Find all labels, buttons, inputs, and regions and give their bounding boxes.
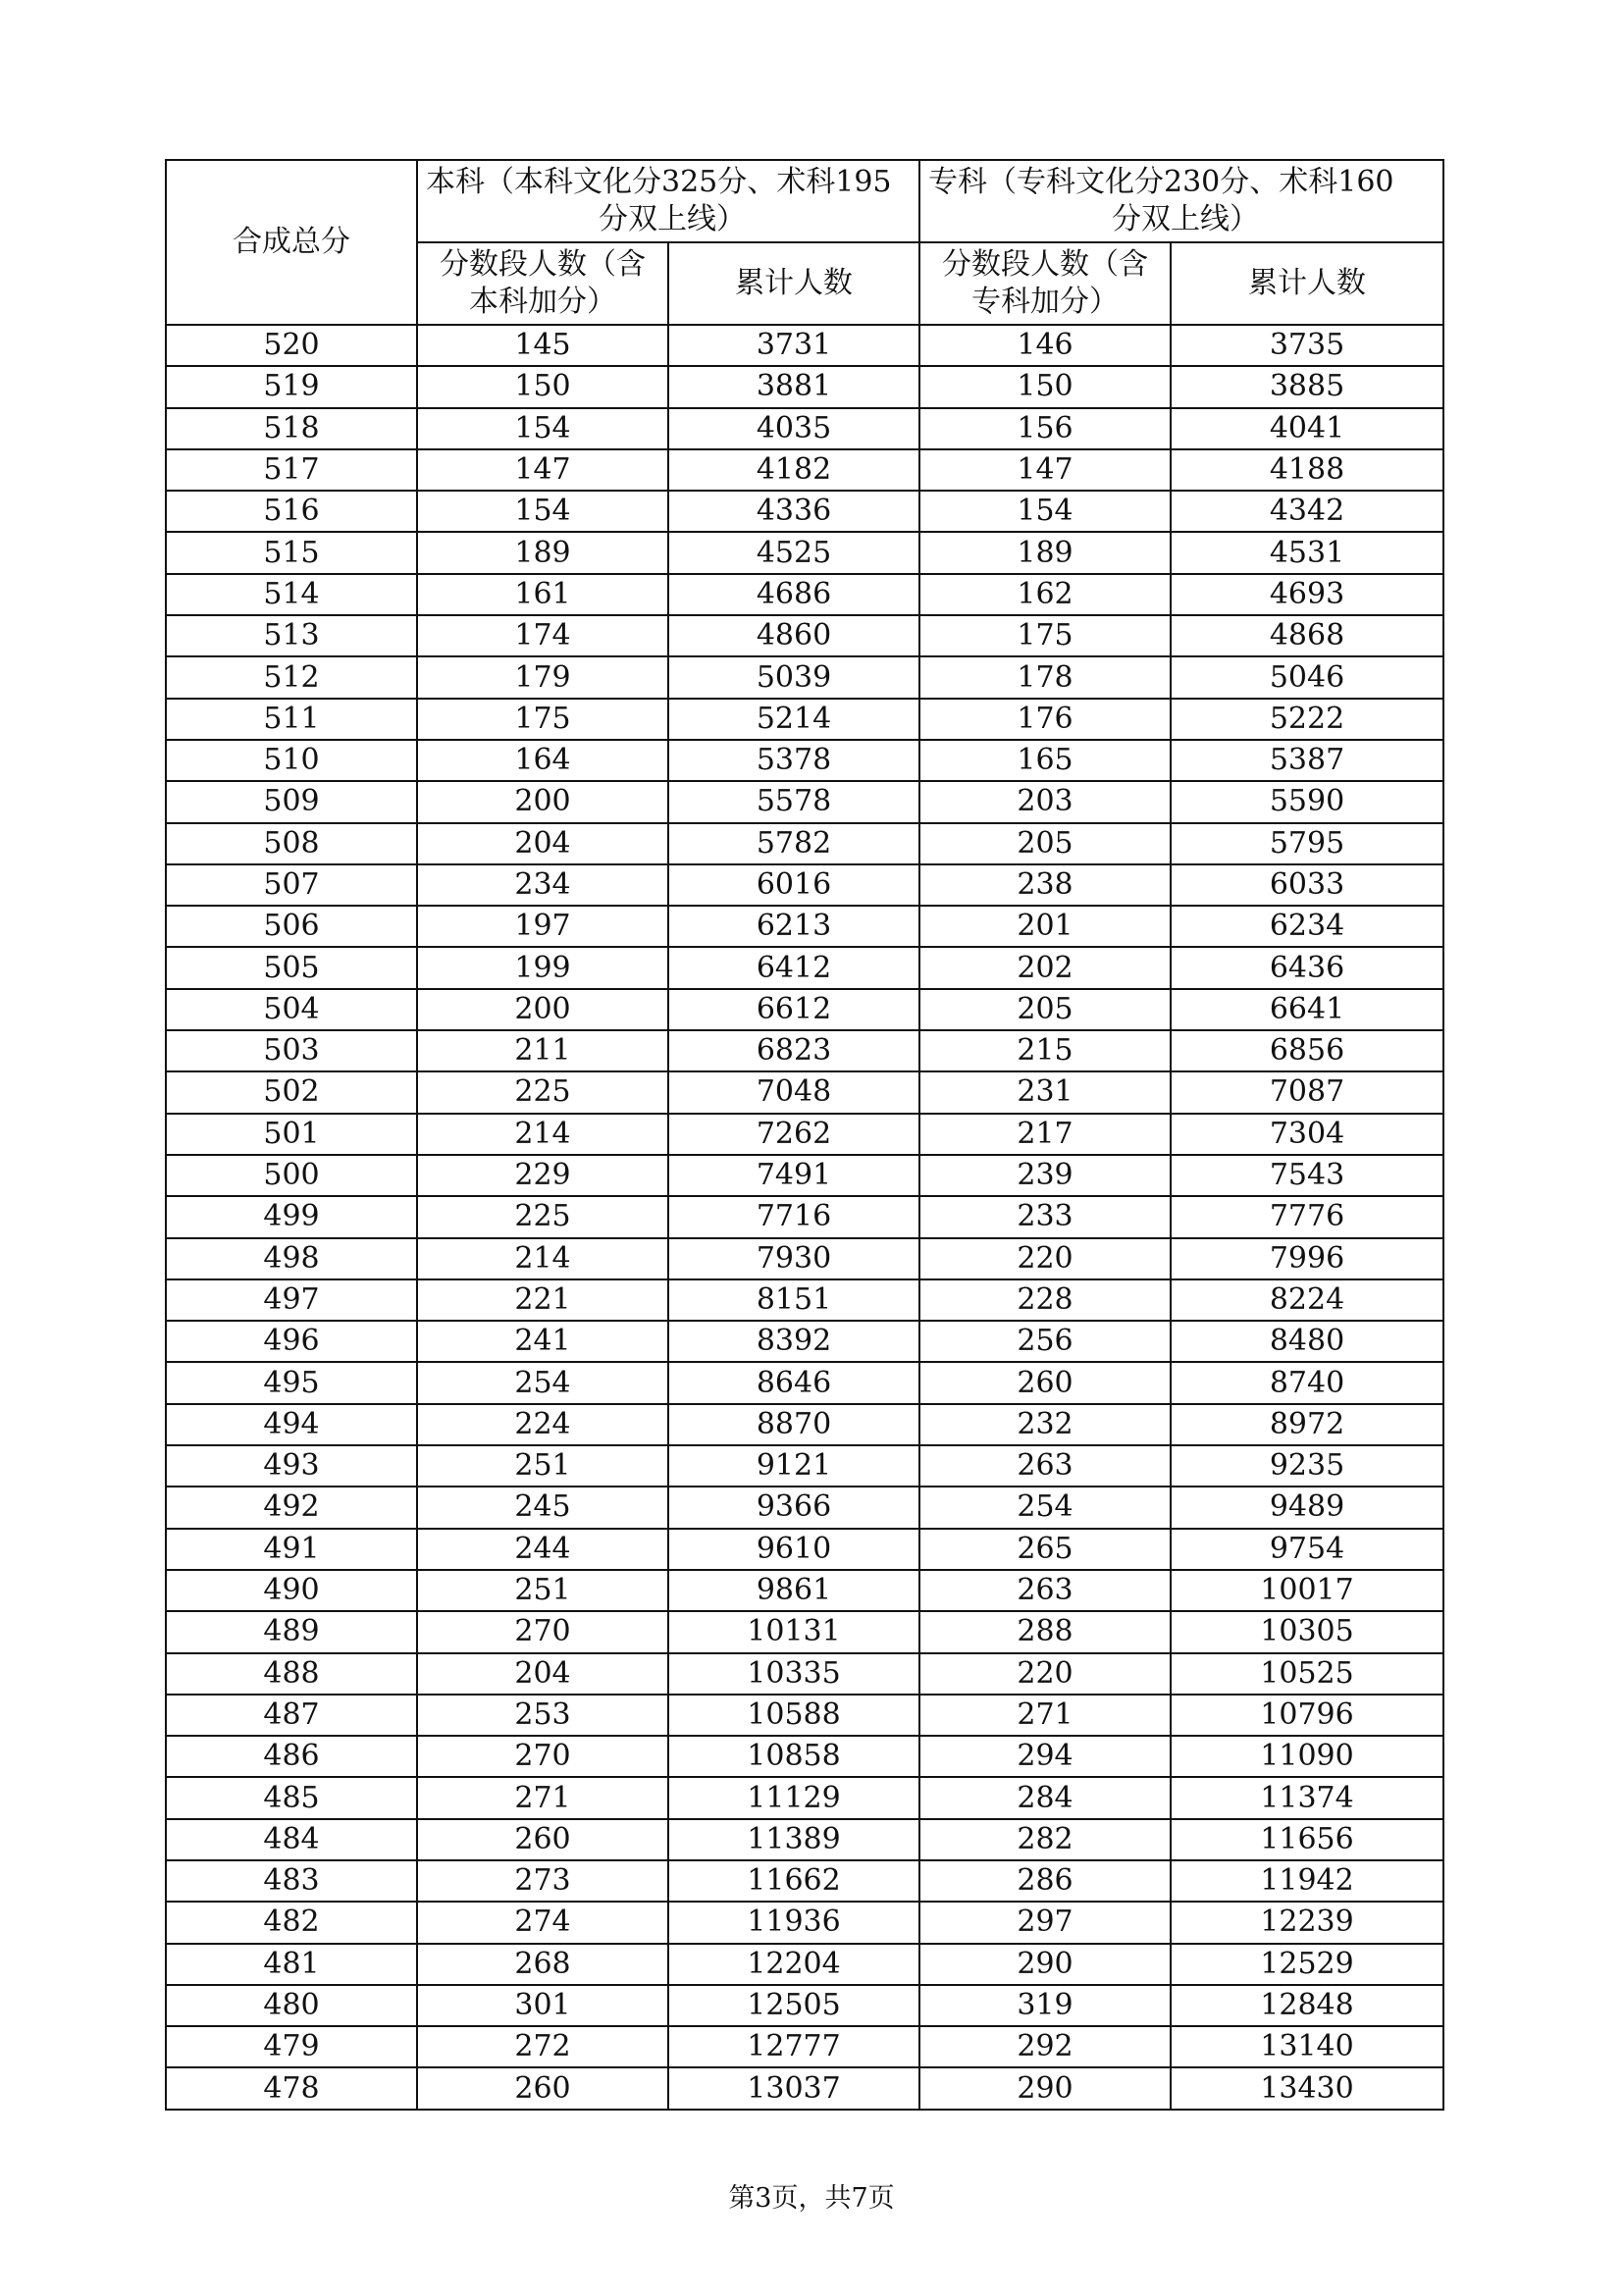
benke-cumulative-cell: 7930 [668, 1238, 919, 1279]
zhuanke-segment-cell: 265 [919, 1529, 1171, 1570]
header-zhuanke-segment-line2: 专科加分） [971, 285, 1119, 319]
benke-cumulative-cell: 6823 [668, 1030, 919, 1071]
benke-segment-cell: 254 [417, 1362, 668, 1403]
header-total-score: 合成总分 [166, 160, 417, 325]
total-score-cell: 508 [166, 823, 417, 864]
table-row [166, 1777, 1443, 1818]
benke-segment-cell: 224 [417, 1404, 668, 1445]
benke-segment-cell: 147 [417, 449, 668, 491]
benke-segment-cell: 274 [417, 1902, 668, 1943]
zhuanke-cumulative-cell: 5590 [1171, 781, 1443, 822]
table-row [166, 366, 1443, 407]
zhuanke-segment-cell: 175 [919, 615, 1171, 656]
zhuanke-cumulative-cell: 13140 [1171, 2026, 1443, 2067]
benke-cumulative-cell: 5578 [668, 781, 919, 822]
zhuanke-cumulative-cell: 3885 [1171, 366, 1443, 407]
zhuanke-cumulative-cell: 12239 [1171, 1902, 1443, 1943]
zhuanke-cumulative-cell: 5387 [1171, 740, 1443, 781]
total-score-cell: 487 [166, 1695, 417, 1736]
benke-segment-cell: 175 [417, 699, 668, 740]
zhuanke-cumulative-cell: 4041 [1171, 408, 1443, 449]
zhuanke-segment-cell: 156 [919, 408, 1171, 449]
table-row [166, 1362, 1443, 1403]
benke-segment-cell: 211 [417, 1030, 668, 1071]
benke-cumulative-cell: 12505 [668, 1985, 919, 2026]
benke-cumulative-cell: 11936 [668, 1902, 919, 1943]
zhuanke-cumulative-cell: 11090 [1171, 1736, 1443, 1777]
zhuanke-segment-cell: 263 [919, 1570, 1171, 1611]
table-row [166, 740, 1443, 781]
zhuanke-segment-cell: 220 [919, 1238, 1171, 1279]
table-row [166, 1902, 1443, 1943]
benke-segment-cell: 189 [417, 532, 668, 573]
table-row [166, 2067, 1443, 2109]
table-row [166, 656, 1443, 698]
table-row [166, 989, 1443, 1030]
table-row [166, 906, 1443, 947]
zhuanke-segment-cell: 178 [919, 656, 1171, 698]
zhuanke-cumulative-cell: 9754 [1171, 1529, 1443, 1570]
total-score-cell: 483 [166, 1860, 417, 1902]
zhuanke-cumulative-cell: 5046 [1171, 656, 1443, 698]
table-row [166, 408, 1443, 449]
zhuanke-cumulative-cell: 10525 [1171, 1653, 1443, 1695]
benke-cumulative-cell: 13037 [668, 2067, 919, 2109]
zhuanke-segment-cell: 232 [919, 1404, 1171, 1445]
zhuanke-cumulative-cell: 10305 [1171, 1611, 1443, 1652]
zhuanke-segment-cell: 147 [919, 449, 1171, 491]
header-zhuanke-segment-line1: 分数段人数（含 [942, 247, 1148, 282]
zhuanke-segment-cell: 239 [919, 1155, 1171, 1196]
table-row [166, 1030, 1443, 1071]
zhuanke-segment-cell: 254 [919, 1487, 1171, 1528]
table-row [166, 1611, 1443, 1652]
total-score-cell: 520 [166, 325, 417, 366]
benke-segment-cell: 245 [417, 1487, 668, 1528]
table-row [166, 615, 1443, 656]
zhuanke-segment-cell: 233 [919, 1196, 1171, 1237]
total-score-cell: 499 [166, 1196, 417, 1237]
total-score-cell: 515 [166, 532, 417, 573]
total-score-cell: 513 [166, 615, 417, 656]
benke-segment-cell: 161 [417, 574, 668, 615]
header-benke-segment [417, 242, 668, 325]
zhuanke-cumulative-cell: 9489 [1171, 1487, 1443, 1528]
zhuanke-cumulative-cell: 6234 [1171, 906, 1443, 947]
table-row [166, 1653, 1443, 1695]
benke-cumulative-cell: 10858 [668, 1736, 919, 1777]
zhuanke-segment-cell: 263 [919, 1445, 1171, 1487]
benke-cumulative-cell: 7716 [668, 1196, 919, 1237]
total-score-cell: 509 [166, 781, 417, 822]
total-score-cell: 486 [166, 1736, 417, 1777]
table-row [166, 1860, 1443, 1902]
zhuanke-cumulative-cell: 11656 [1171, 1819, 1443, 1860]
table-row [166, 532, 1443, 573]
total-score-cell: 485 [166, 1777, 417, 1818]
total-score-cell: 497 [166, 1279, 417, 1321]
benke-segment-cell: 234 [417, 864, 668, 906]
benke-segment-cell: 260 [417, 1819, 668, 1860]
zhuanke-cumulative-cell: 3735 [1171, 325, 1443, 366]
zhuanke-segment-cell: 292 [919, 2026, 1171, 2067]
benke-cumulative-cell: 5378 [668, 740, 919, 781]
zhuanke-segment-cell: 203 [919, 781, 1171, 822]
table-row [166, 1487, 1443, 1528]
benke-segment-cell: 241 [417, 1321, 668, 1362]
benke-segment-cell: 244 [417, 1529, 668, 1570]
zhuanke-cumulative-cell: 6033 [1171, 864, 1443, 906]
table-row [166, 1570, 1443, 1611]
benke-segment-cell: 214 [417, 1238, 668, 1279]
zhuanke-cumulative-cell: 11374 [1171, 1777, 1443, 1818]
benke-segment-cell: 174 [417, 615, 668, 656]
header-benke-segment-line2: 本科加分） [469, 285, 616, 319]
benke-cumulative-cell: 9121 [668, 1445, 919, 1487]
total-score-cell: 492 [166, 1487, 417, 1528]
zhuanke-cumulative-cell: 10796 [1171, 1695, 1443, 1736]
benke-cumulative-cell: 11129 [668, 1777, 919, 1818]
table-row [166, 2026, 1443, 2067]
table-row [166, 1944, 1443, 1985]
zhuanke-cumulative-cell: 6856 [1171, 1030, 1443, 1071]
total-score-cell: 511 [166, 699, 417, 740]
benke-segment-cell: 301 [417, 1985, 668, 2026]
benke-cumulative-cell: 7491 [668, 1155, 919, 1196]
table-row [166, 1279, 1443, 1321]
table-row [166, 864, 1443, 906]
benke-cumulative-cell: 6213 [668, 906, 919, 947]
benke-cumulative-cell: 7048 [668, 1071, 919, 1113]
zhuanke-segment-cell: 202 [919, 947, 1171, 988]
benke-cumulative-cell: 10335 [668, 1653, 919, 1695]
zhuanke-cumulative-cell: 4188 [1171, 449, 1443, 491]
benke-cumulative-cell: 8646 [668, 1362, 919, 1403]
table-row [166, 1985, 1443, 2026]
zhuanke-segment-cell: 162 [919, 574, 1171, 615]
benke-segment-cell: 204 [417, 1653, 668, 1695]
table-row [166, 823, 1443, 864]
zhuanke-cumulative-cell: 9235 [1171, 1445, 1443, 1487]
benke-cumulative-cell: 3881 [668, 366, 919, 407]
table-row [166, 1695, 1443, 1736]
total-score-cell: 481 [166, 1944, 417, 1985]
benke-cumulative-cell: 9861 [668, 1570, 919, 1611]
benke-cumulative-cell: 8151 [668, 1279, 919, 1321]
benke-segment-cell: 268 [417, 1944, 668, 1985]
zhuanke-cumulative-cell: 6436 [1171, 947, 1443, 988]
header-zhuanke [919, 160, 1443, 242]
benke-cumulative-cell: 5039 [668, 656, 919, 698]
total-score-cell: 502 [166, 1071, 417, 1113]
total-score-cell: 503 [166, 1030, 417, 1071]
table-row [166, 1196, 1443, 1237]
total-score-cell: 505 [166, 947, 417, 988]
zhuanke-cumulative-cell: 4342 [1171, 491, 1443, 532]
table-row [166, 1238, 1443, 1279]
benke-cumulative-cell: 8392 [668, 1321, 919, 1362]
zhuanke-segment-cell: 294 [919, 1736, 1171, 1777]
total-score-cell: 488 [166, 1653, 417, 1695]
score-distribution-table [165, 159, 1444, 2111]
zhuanke-segment-cell: 290 [919, 1944, 1171, 1985]
benke-segment-cell: 229 [417, 1155, 668, 1196]
header-benke-line1: 本科（本科文化分325分、术科195 [426, 165, 892, 199]
benke-segment-cell: 214 [417, 1114, 668, 1155]
header-benke-cumulative: 累计人数 [668, 242, 919, 325]
zhuanke-segment-cell: 284 [919, 1777, 1171, 1818]
zhuanke-segment-cell: 215 [919, 1030, 1171, 1071]
zhuanke-segment-cell: 146 [919, 325, 1171, 366]
total-score-cell: 480 [166, 1985, 417, 2026]
zhuanke-segment-cell: 297 [919, 1902, 1171, 1943]
benke-cumulative-cell: 6612 [668, 989, 919, 1030]
header-zhuanke-cumulative: 累计人数 [1171, 242, 1443, 325]
benke-segment-cell: 164 [417, 740, 668, 781]
zhuanke-segment-cell: 220 [919, 1653, 1171, 1695]
benke-segment-cell: 200 [417, 989, 668, 1030]
table-row [166, 1529, 1443, 1570]
benke-cumulative-cell: 4035 [668, 408, 919, 449]
total-score-cell: 478 [166, 2067, 417, 2109]
benke-cumulative-cell: 12204 [668, 1944, 919, 1985]
benke-segment-cell: 154 [417, 408, 668, 449]
total-score-cell: 489 [166, 1611, 417, 1652]
benke-cumulative-cell: 7262 [668, 1114, 919, 1155]
table-row [166, 325, 1443, 366]
zhuanke-cumulative-cell: 7776 [1171, 1196, 1443, 1237]
table-row [166, 947, 1443, 988]
zhuanke-cumulative-cell: 4531 [1171, 532, 1443, 573]
zhuanke-cumulative-cell: 8224 [1171, 1279, 1443, 1321]
benke-cumulative-cell: 6016 [668, 864, 919, 906]
zhuanke-cumulative-cell: 8972 [1171, 1404, 1443, 1445]
total-score-cell: 517 [166, 449, 417, 491]
benke-cumulative-cell: 4686 [668, 574, 919, 615]
zhuanke-segment-cell: 189 [919, 532, 1171, 573]
total-score-cell: 500 [166, 1155, 417, 1196]
table-row [166, 491, 1443, 532]
zhuanke-segment-cell: 260 [919, 1362, 1171, 1403]
header-zhuanke-segment [919, 242, 1171, 325]
benke-segment-cell: 199 [417, 947, 668, 988]
total-score-cell: 518 [166, 408, 417, 449]
benke-segment-cell: 200 [417, 781, 668, 822]
total-score-cell: 510 [166, 740, 417, 781]
zhuanke-cumulative-cell: 7543 [1171, 1155, 1443, 1196]
benke-segment-cell: 271 [417, 1777, 668, 1818]
zhuanke-segment-cell: 231 [919, 1071, 1171, 1113]
benke-segment-cell: 225 [417, 1071, 668, 1113]
zhuanke-segment-cell: 286 [919, 1860, 1171, 1902]
zhuanke-cumulative-cell: 5795 [1171, 823, 1443, 864]
total-score-cell: 496 [166, 1321, 417, 1362]
zhuanke-cumulative-cell: 5222 [1171, 699, 1443, 740]
zhuanke-segment-cell: 288 [919, 1611, 1171, 1652]
benke-segment-cell: 145 [417, 325, 668, 366]
benke-cumulative-cell: 4336 [668, 491, 919, 532]
zhuanke-cumulative-cell: 7304 [1171, 1114, 1443, 1155]
benke-segment-cell: 150 [417, 366, 668, 407]
table-row [166, 1736, 1443, 1777]
total-score-cell: 501 [166, 1114, 417, 1155]
zhuanke-cumulative-cell: 13430 [1171, 2067, 1443, 2109]
benke-segment-cell: 154 [417, 491, 668, 532]
zhuanke-segment-cell: 217 [919, 1114, 1171, 1155]
table-row [166, 781, 1443, 822]
table-row [166, 1404, 1443, 1445]
table-row [166, 1114, 1443, 1155]
zhuanke-segment-cell: 205 [919, 989, 1171, 1030]
zhuanke-cumulative-cell: 7996 [1171, 1238, 1443, 1279]
zhuanke-segment-cell: 238 [919, 864, 1171, 906]
zhuanke-segment-cell: 201 [919, 906, 1171, 947]
zhuanke-segment-cell: 154 [919, 491, 1171, 532]
zhuanke-cumulative-cell: 4693 [1171, 574, 1443, 615]
benke-cumulative-cell: 4182 [668, 449, 919, 491]
total-score-cell: 507 [166, 864, 417, 906]
zhuanke-cumulative-cell: 6641 [1171, 989, 1443, 1030]
benke-cumulative-cell: 10131 [668, 1611, 919, 1652]
benke-cumulative-cell: 10588 [668, 1695, 919, 1736]
zhuanke-segment-cell: 176 [919, 699, 1171, 740]
table-row [166, 699, 1443, 740]
total-score-cell: 512 [166, 656, 417, 698]
total-score-cell: 498 [166, 1238, 417, 1279]
zhuanke-segment-cell: 205 [919, 823, 1171, 864]
zhuanke-segment-cell: 150 [919, 366, 1171, 407]
header-zhuanke-line2: 分双上线） [1112, 202, 1259, 236]
zhuanke-cumulative-cell: 11942 [1171, 1860, 1443, 1902]
benke-segment-cell: 260 [417, 2067, 668, 2109]
benke-cumulative-cell: 6412 [668, 947, 919, 988]
table-row [166, 574, 1443, 615]
benke-segment-cell: 204 [417, 823, 668, 864]
zhuanke-segment-cell: 282 [919, 1819, 1171, 1860]
zhuanke-cumulative-cell: 8480 [1171, 1321, 1443, 1362]
zhuanke-cumulative-cell: 7087 [1171, 1071, 1443, 1113]
benke-cumulative-cell: 11662 [668, 1860, 919, 1902]
zhuanke-segment-cell: 319 [919, 1985, 1171, 2026]
total-score-cell: 479 [166, 2026, 417, 2067]
benke-cumulative-cell: 5214 [668, 699, 919, 740]
zhuanke-cumulative-cell: 12848 [1171, 1985, 1443, 2026]
total-score-cell: 504 [166, 989, 417, 1030]
zhuanke-cumulative-cell: 10017 [1171, 1570, 1443, 1611]
zhuanke-cumulative-cell: 12529 [1171, 1944, 1443, 1985]
total-score-cell: 516 [166, 491, 417, 532]
total-score-cell: 491 [166, 1529, 417, 1570]
benke-cumulative-cell: 4860 [668, 615, 919, 656]
benke-segment-cell: 270 [417, 1611, 668, 1652]
total-score-cell: 495 [166, 1362, 417, 1403]
benke-cumulative-cell: 3731 [668, 325, 919, 366]
total-score-cell: 482 [166, 1902, 417, 1943]
benke-segment-cell: 221 [417, 1279, 668, 1321]
total-score-cell: 514 [166, 574, 417, 615]
header-benke-segment-line1: 分数段人数（含 [440, 247, 646, 282]
benke-cumulative-cell: 11389 [668, 1819, 919, 1860]
benke-segment-cell: 197 [417, 906, 668, 947]
page-footer: 第3页，共7页 [728, 2183, 895, 2214]
benke-cumulative-cell: 9610 [668, 1529, 919, 1570]
benke-segment-cell: 179 [417, 656, 668, 698]
zhuanke-segment-cell: 271 [919, 1695, 1171, 1736]
total-score-cell: 494 [166, 1404, 417, 1445]
zhuanke-segment-cell: 256 [919, 1321, 1171, 1362]
benke-segment-cell: 225 [417, 1196, 668, 1237]
table-body [166, 325, 1443, 2110]
benke-segment-cell: 273 [417, 1860, 668, 1902]
header-benke [417, 160, 919, 242]
benke-segment-cell: 251 [417, 1570, 668, 1611]
total-score-cell: 519 [166, 366, 417, 407]
benke-cumulative-cell: 5782 [668, 823, 919, 864]
benke-segment-cell: 270 [417, 1736, 668, 1777]
benke-segment-cell: 272 [417, 2026, 668, 2067]
benke-cumulative-cell: 12777 [668, 2026, 919, 2067]
total-score-cell: 506 [166, 906, 417, 947]
zhuanke-segment-cell: 290 [919, 2067, 1171, 2109]
zhuanke-segment-cell: 165 [919, 740, 1171, 781]
table-header [166, 160, 1443, 325]
header-zhuanke-line1: 专科（专科文化分230分、术科160 [928, 165, 1394, 199]
benke-cumulative-cell: 8870 [668, 1404, 919, 1445]
benke-segment-cell: 253 [417, 1695, 668, 1736]
table-row [166, 1155, 1443, 1196]
total-score-cell: 493 [166, 1445, 417, 1487]
table-row [166, 1819, 1443, 1860]
total-score-cell: 490 [166, 1570, 417, 1611]
zhuanke-segment-cell: 228 [919, 1279, 1171, 1321]
benke-cumulative-cell: 4525 [668, 532, 919, 573]
benke-cumulative-cell: 9366 [668, 1487, 919, 1528]
header-benke-line2: 分双上线） [599, 202, 746, 236]
zhuanke-cumulative-cell: 8740 [1171, 1362, 1443, 1403]
table-row [166, 1071, 1443, 1113]
table-row [166, 1321, 1443, 1362]
table-row [166, 1445, 1443, 1487]
table-row [166, 449, 1443, 491]
benke-segment-cell: 251 [417, 1445, 668, 1487]
total-score-cell: 484 [166, 1819, 417, 1860]
zhuanke-cumulative-cell: 4868 [1171, 615, 1443, 656]
